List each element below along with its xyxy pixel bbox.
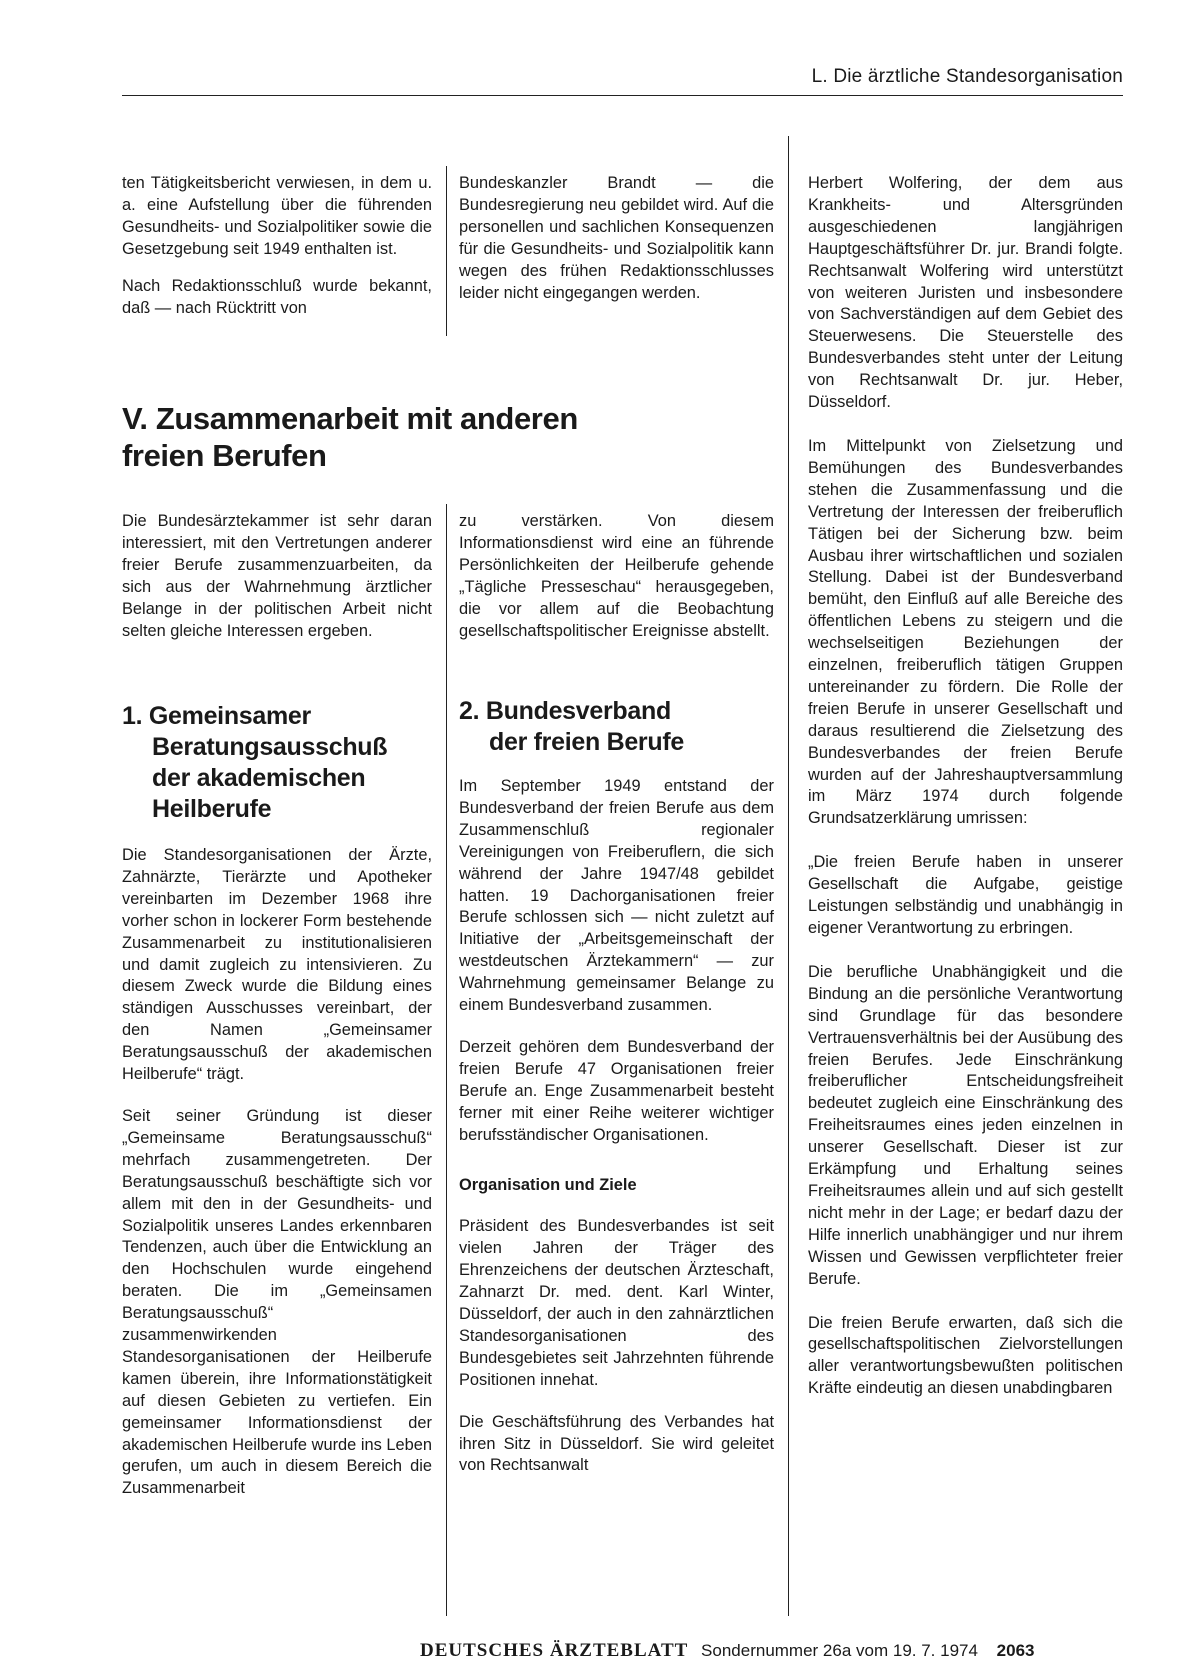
intro-paragraph-2: zu verstärken. Von diesem Informationsdienst wird eine an führende Persönlichkeiten der Heilberufe gehende „Tägliche Presseschau“ herausgegeben, die vor allem auf die Beobachtung gesellschaftspolitischer Ereignisse abstellt. bbox=[459, 512, 774, 640]
subsection-2-paragraph-1: Im September 1949 entstand der Bundesverband der freien Berufe aus dem Zusammenschluß regionaler Vereinigungen von Freiberuflern, die sich während der Jahre 1947/48 gebildet hatten. 19 Dachorganisationen freier Berufe schlossen sich — nicht zuletzt auf Initiative der „Arbeitsgemeinschaft der westdeutschen Ärztekammern“ — zur Wahrnehmung gemeinsamer Belange zu einem Bundesverband zusammen. bbox=[459, 777, 774, 1015]
organisation-paragraph-1: Präsident des Bundesverbandes ist seit vielen Jahren der Träger des Ehrenzeichens der deutschen Ärzteschaft, Zahnarzt Dr. med. dent. Karl Winter, Düsseldorf, der auch in den zahnärztlichen Standesorganisationen des Bundesgebietes seit Jahrzehnten führende Positionen innehat. bbox=[459, 1217, 774, 1389]
subsection-1-paragraph-1: Die Standesorganisationen der Ärzte, Zahnärzte, Tierärzte und Apotheker vereinbarten im Dezember 1968 ihre vorher schon in lockerer Form bestehende Zusammenarbeit zu institutionalisieren und damit zugleich zu intensivieren. Zu diesem Zweck wurde die Bildung eines ständigen Ausschusses vereinbart, der den Namen „Gemeinsamer Beratungsausschuß der akademischen Heilberufe“ trägt. bbox=[122, 846, 432, 1084]
right-col-quote-1: „Die freien Berufe haben in unserer Gesellschaft die Aufgabe, geistige Leistungen selbständig und unabhängig in eigener Verantwortung zu erbringen. bbox=[808, 853, 1123, 937]
subsection-1-body bbox=[122, 845, 432, 1500]
subsection-1-heading-line-4: Heilberufe bbox=[152, 795, 272, 823]
top-column-1 bbox=[122, 173, 432, 319]
intro-column-1 bbox=[122, 511, 432, 642]
intro-paragraph-1: Die Bundesärztekammer ist sehr daran interessiert, mit den Vertretungen anderer freier Berufe zusammenzuarbeiten, da sich aus der Wahrnehmung ärztlicher Belange in der politischen Arbeit nicht selten gleiche Interessen ergeben. bbox=[122, 512, 432, 640]
column-rule-right bbox=[788, 136, 789, 1616]
subsection-1-heading-line-3: der akademischen bbox=[152, 764, 366, 792]
top-col1-paragraph-2: Nach Redaktionsschluß wurde bekannt, daß — nach Rücktritt von bbox=[122, 276, 432, 317]
intro-column-2 bbox=[459, 511, 774, 642]
column-rule-middle bbox=[446, 504, 447, 1616]
subsection-1-heading bbox=[122, 701, 432, 825]
subsection-2-heading-line-1: 2. Bundesverband bbox=[459, 697, 671, 725]
right-col-paragraph-1: Herbert Wolfering, der dem aus Krankheits- und Altersgründen ausgeschiedenen langjährigen Hauptgeschäftsführer Dr. jur. Brandi folgte. Rechtsanwalt Wolfering wird unterstützt von weiteren Juristen und insbesondere von Sachverständigen auf dem Gebiet des Steuerwesens. Die Steuerstelle des Bundesverbandes steht unter der Leitung von Rechtsanwalt Dr. jur. Heber, Düsseldorf. bbox=[808, 174, 1123, 412]
organisation-paragraph-2: Die Geschäftsführung des Verbandes hat ihren Sitz in Düsseldorf. Sie wird geleitet von Rechtsanwalt bbox=[459, 1412, 774, 1475]
header-rule bbox=[122, 95, 1123, 96]
section-heading-line-2: freien Berufen bbox=[122, 438, 327, 473]
subsection-1-paragraph-2: Seit seiner Gründung ist dieser „Gemeinsame Beratungsausschuß“ mehrfach zusammengetreten. Der Beratungsausschuß beschäftigte sich vor allem mit den in der Gesundheits- und Sozialpolitik unseres Landes erkennbaren Tendenzen, auch über die Entwicklung an den Hochschulen wurde eingehend beraten. Die im „Gemeinsamen Beratungsausschuß“ zusammenwirkenden Standesorganisationen der Heilberufe kamen überein, ihre Informationstätigkeit auf diesen Gebieten zu vertiefen. Ein gemeinsamer Informationsdienst der akademischen Heilberufe wurde ins Leben gerufen, um auch in diesem Bereich die Zusammenarbeit bbox=[122, 1106, 432, 1498]
issue-info: Sondernummer 26a vom 19. 7. 1974 bbox=[701, 1641, 978, 1660]
page-footer bbox=[420, 1640, 1035, 1662]
subsection-1-heading-line-1: 1. Gemeinsamer bbox=[122, 702, 311, 730]
right-col-paragraph-2: Im Mittelpunkt von Zielsetzung und Bemühungen des Bundesverbandes stehen die Zusammenfassung und die Vertretung der Interessen der freiberuflich Tätigen bei der Sicherung bzw. beim Ausbau ihrer wirtschaftlichen und sozialen Stellung. Dabei ist der Bundesverband bemüht, den Einfluß auf alle Bereiche des öffentlichen Lebens zu steigern und die wechselseitigen Beziehungen der einzelnen, freiberuflich tätigen Gruppen untereinander zu fördern. Die Rolle der freien Berufe in unserer Gesellschaft und daraus resultierend die Zielsetzung des Bundesverbandes der freien Berufe wurden auf der Jahreshauptversammlung im März 1974 durch folgende Grundsatzerklärung umrissen: bbox=[808, 436, 1123, 828]
top-col2-paragraph-1: Bundeskanzler Brandt — die Bundesregierung neu gebildet wird. Auf die personellen und sachlichen Konsequenzen für die Gesundheits- und Sozialpolitik kann wegen des frühen Redaktionsschlusses leider nicht eingegangen werden. bbox=[459, 174, 774, 302]
subsection-2-body bbox=[459, 776, 774, 1477]
subsection-2-paragraph-2: Derzeit gehören dem Bundesverband der freien Berufe 47 Organisationen freier Berufe an. Enge Zusammenarbeit besteht ferner mit einer Reihe weiterer wichtiger berufsständischer Organisationen. bbox=[459, 1037, 774, 1144]
subsection-2-heading-line-2: der freien Berufe bbox=[489, 728, 684, 756]
subsection-1 bbox=[122, 701, 432, 825]
organisation-heading: Organisation und Ziele bbox=[459, 1175, 637, 1194]
top-column-2 bbox=[459, 173, 774, 304]
subsection-2-heading bbox=[459, 696, 774, 758]
right-col-quote-2: Die berufliche Unabhängigkeit und die Bindung an die persönliche Verantwortung sind Grundlage für das besondere Vertrauensverhältnis bei der Ausübung des freien Berufes. Jede Einschränkung freiberuflicher Entscheidungsfreiheit bedeutet zugleich eine Einschränkung des Freiheitsraumes eines jeden einzelnen in unserer Gesellschaft. Dieser ist zur Erkämpfung und Erhaltung seines Freiheitsraumes allein und auf sich gestellt nicht mehr in der Lage; er bedarf dazu der Hilfe innerlich unabhängiger und nur ihrem Wissen und Gewissen verpflichteter freier Berufe. bbox=[808, 962, 1123, 1288]
subsection-2 bbox=[459, 696, 774, 758]
top-col1-paragraph-1: ten Tätigkeitsbericht verwiesen, in dem u. a. eine Aufstellung über die führenden Gesundheits- und Sozialpolitiker sowie die Gesetzgebung seit 1949 enthalten ist. bbox=[122, 174, 432, 258]
right-column bbox=[808, 173, 1123, 1400]
running-header: L. Die ärztliche Standesorganisation bbox=[811, 66, 1123, 87]
column-rule-top-left bbox=[446, 166, 447, 336]
section-heading bbox=[122, 400, 578, 474]
section-heading-line-1: V. Zusammenarbeit mit anderen bbox=[122, 401, 578, 436]
subsection-1-heading-line-2: Beratungsausschuß bbox=[152, 733, 388, 761]
page-number: 2063 bbox=[996, 1641, 1035, 1660]
journal-name: DEUTSCHES ÄRZTEBLATT bbox=[420, 1640, 689, 1661]
right-col-quote-3: Die freien Berufe erwarten, daß sich die gesellschaftspolitischen Zielvorstellungen aller verantwortungsbewußten politischen Kräfte eindeutig an diesen unabdingbaren bbox=[808, 1313, 1123, 1398]
